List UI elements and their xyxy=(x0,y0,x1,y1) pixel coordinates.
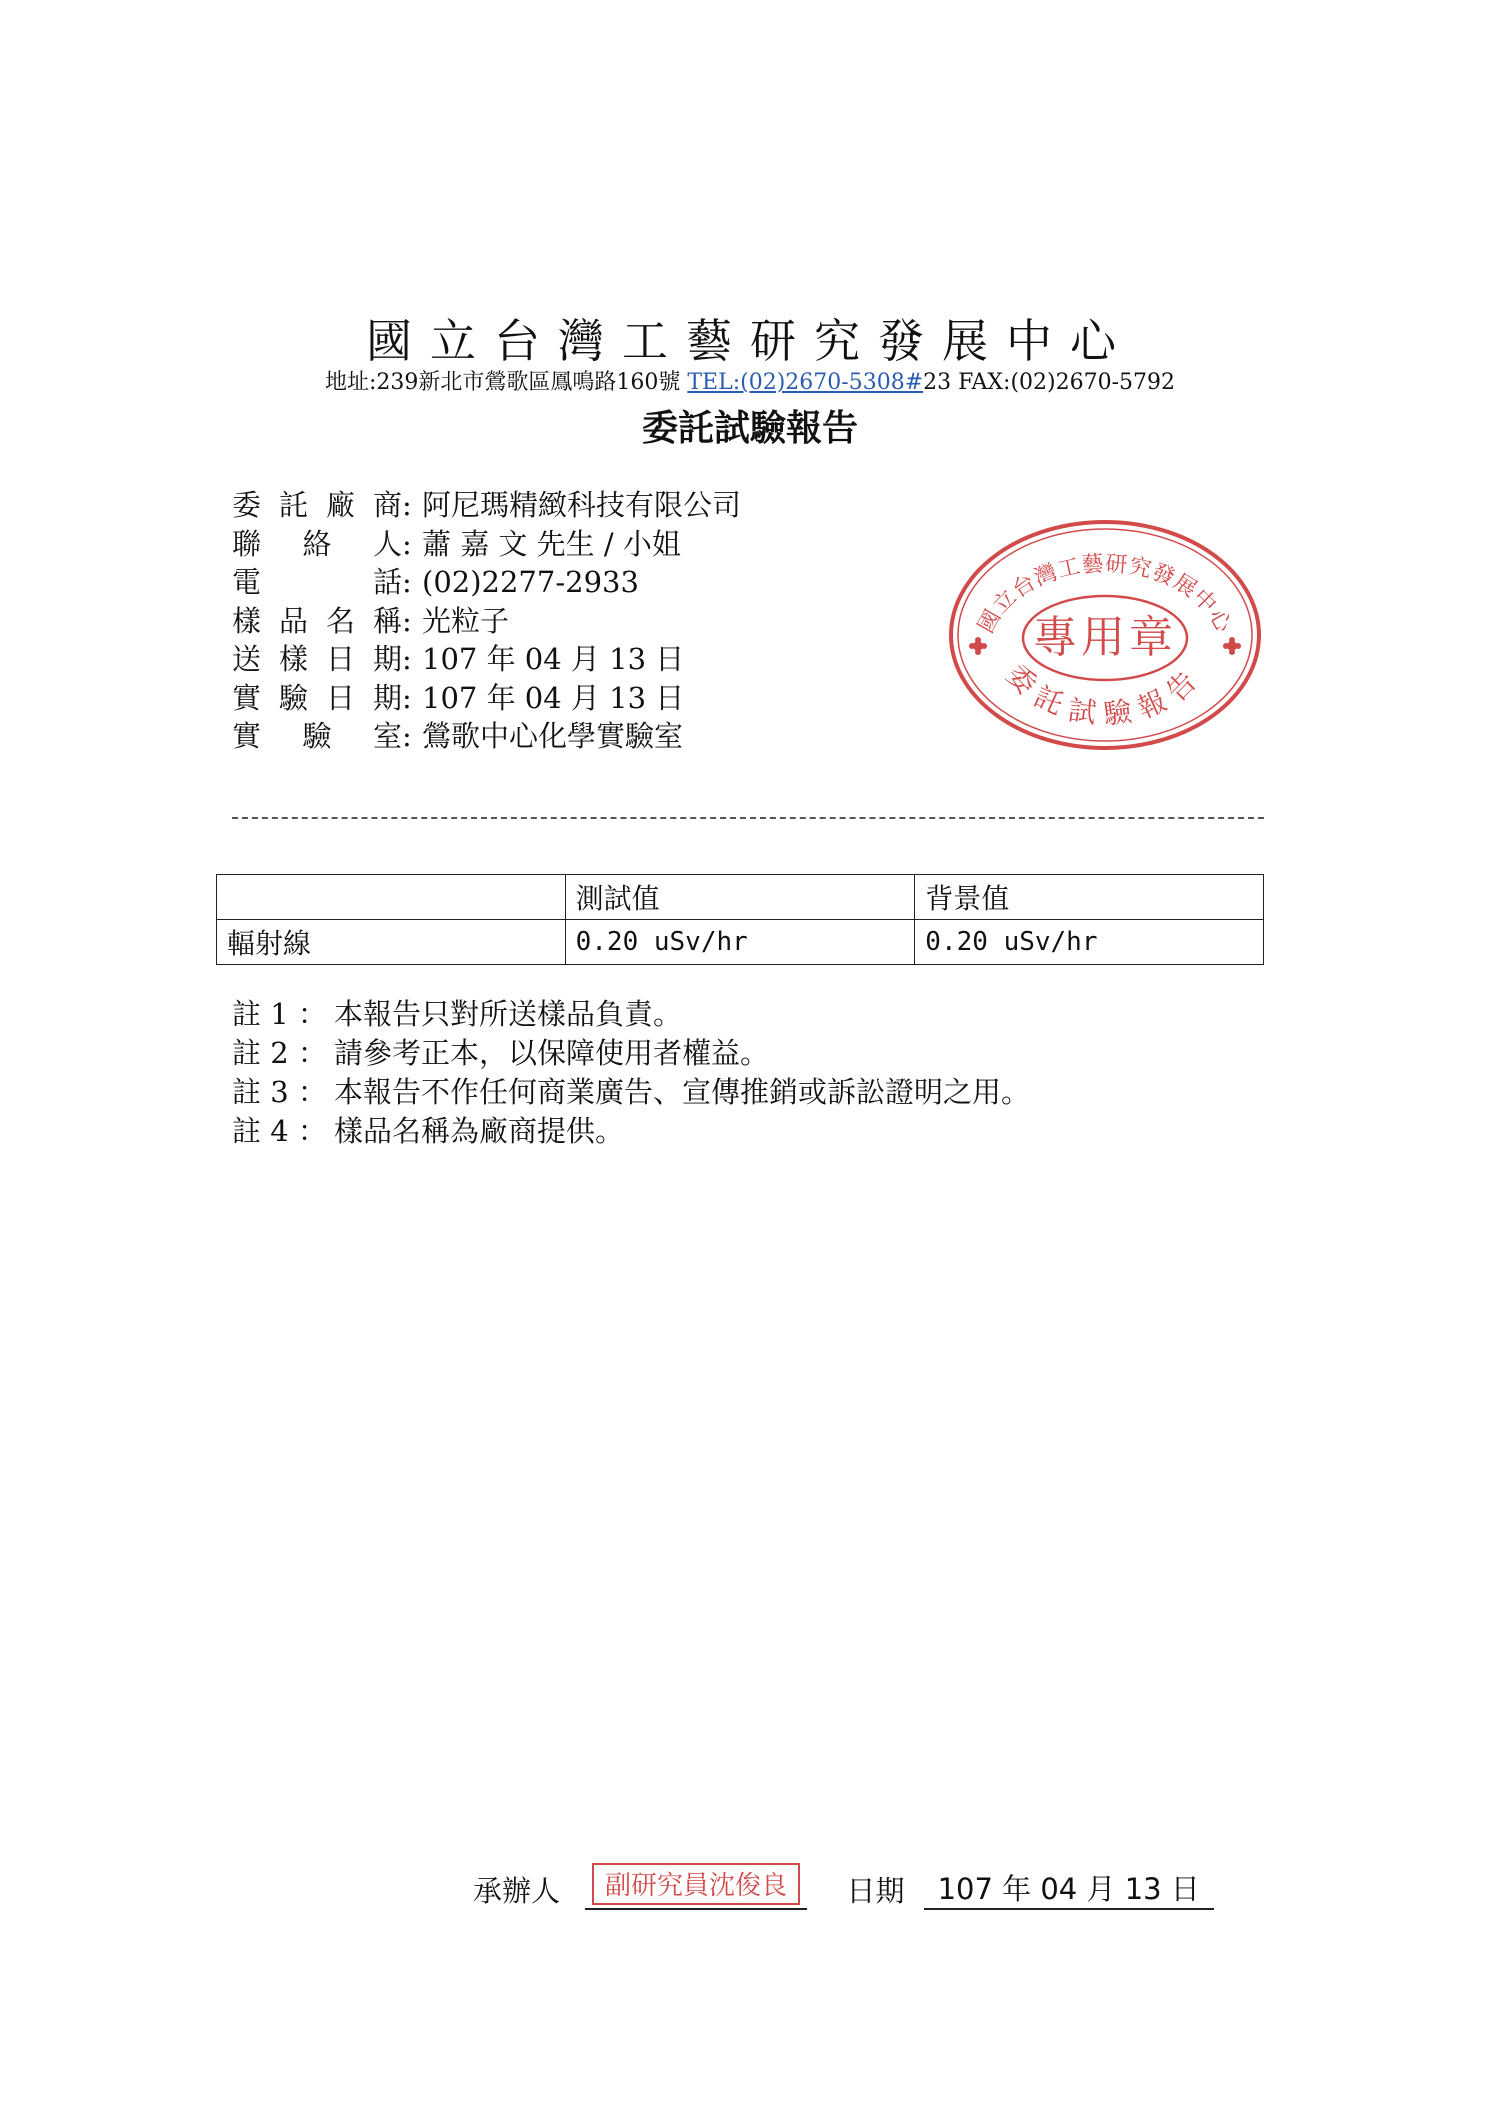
info-row xyxy=(232,525,741,564)
info-label-char: 樣 xyxy=(232,603,262,638)
note-item xyxy=(232,1034,1030,1073)
info-label-char: 驗 xyxy=(278,680,308,715)
info-label-char: 實 xyxy=(232,719,262,753)
info-label xyxy=(232,563,402,602)
info-colon: : xyxy=(402,642,412,676)
table-cell-item: 輻射線 xyxy=(217,920,566,965)
info-value: 光粒子 xyxy=(422,603,510,638)
contact-line xyxy=(0,365,1500,396)
info-label-char: 送 xyxy=(232,642,262,676)
info-colon: : xyxy=(402,526,412,561)
organization-name: 國立台灣工藝研究發展中心 xyxy=(366,314,1134,368)
stamp-bottom-text: 委託試驗報告 xyxy=(999,657,1211,732)
report-info-block xyxy=(232,486,741,756)
info-row xyxy=(232,563,741,602)
info-label-char: 商 xyxy=(372,488,402,522)
telephone-extension: 23 xyxy=(923,370,952,395)
info-label-char: 名 xyxy=(325,603,355,638)
info-label xyxy=(232,640,402,679)
info-colon: : xyxy=(402,719,412,753)
info-colon: : xyxy=(402,565,412,599)
notes-block xyxy=(232,995,1030,1151)
official-stamp xyxy=(948,518,1262,752)
info-label-char: 驗 xyxy=(302,719,332,753)
note-text: 本報告不作任何商業廣告、宣傳推銷或訴訟證明之用。 xyxy=(334,1075,1031,1109)
info-label xyxy=(232,679,402,718)
date-label: 日期 xyxy=(846,1874,905,1908)
table-row xyxy=(217,920,1264,965)
info-label-char: 人 xyxy=(372,526,402,561)
note-text: 樣品名稱為廠商提供。 xyxy=(334,1114,625,1148)
note-item xyxy=(232,1073,1030,1112)
table-header-cell: 背景值 xyxy=(915,875,1264,920)
handler-seal-text: 副研究員沈俊良 xyxy=(605,1871,788,1901)
info-label-char: 電 xyxy=(232,565,262,599)
note-text: 請參考正本，以保障使用者權益。 xyxy=(334,1036,770,1070)
info-label-char: 日 xyxy=(325,642,355,676)
info-label xyxy=(232,525,402,564)
report-title: 委託試驗報告 xyxy=(641,408,858,449)
info-value: 鶯歌中心化學實驗室 xyxy=(422,719,684,753)
results-table xyxy=(216,874,1264,965)
stamp-center-text: 專用章 xyxy=(1033,612,1177,663)
info-row xyxy=(232,640,741,679)
stamp-top-text: 國立台灣工藝研究發展中心 xyxy=(973,551,1237,638)
telephone-link[interactable]: TEL:(02)2670-5308# xyxy=(687,370,924,395)
note-label: 註 1 ： xyxy=(232,997,327,1031)
address-text: 地址:239新北市鶯歌區鳳鳴路160號 xyxy=(324,370,681,395)
handler-signature-line xyxy=(585,1860,807,1910)
info-value: 阿尼瑪精緻科技有限公司 xyxy=(422,488,742,522)
info-label-char: 樣 xyxy=(278,642,308,676)
info-label-char: 品 xyxy=(278,603,308,638)
info-label-char: 實 xyxy=(232,680,262,715)
info-label-char: 託 xyxy=(278,488,308,522)
info-label-char: 廠 xyxy=(325,488,355,522)
note-label: 註 3 ： xyxy=(232,1075,327,1109)
note-item xyxy=(232,995,1030,1034)
note-item xyxy=(232,1112,1030,1151)
table-header-cell: 測試值 xyxy=(565,875,915,920)
info-label xyxy=(232,486,402,525)
info-label-char: 委 xyxy=(232,488,262,522)
note-text: 本報告只對所送樣品負責。 xyxy=(334,997,683,1031)
section-divider xyxy=(232,817,1264,819)
handler-seal xyxy=(585,1860,807,1908)
info-label-char: 話 xyxy=(372,565,402,599)
info-label-char: 稱 xyxy=(372,603,402,638)
table-header-row xyxy=(217,875,1264,920)
info-label xyxy=(232,602,402,641)
info-value: 107 年 04 月 13 日 xyxy=(422,680,685,715)
info-row xyxy=(232,717,741,756)
info-value: 107 年 04 月 13 日 xyxy=(422,642,685,676)
info-value: 蕭 嘉 文 先生 / 小姐 xyxy=(422,526,681,561)
note-label: 註 4 ： xyxy=(232,1114,327,1148)
info-label-char: 室 xyxy=(372,719,402,753)
handler-label: 承辦人 xyxy=(473,1874,561,1908)
info-row xyxy=(232,486,741,525)
info-colon: : xyxy=(402,488,412,522)
info-label-char: 日 xyxy=(325,680,355,715)
sign-date-value: 107 年 04 月 13 日 xyxy=(924,1867,1214,1910)
info-label-char: 期 xyxy=(372,680,402,715)
info-value: (02)2277-2933 xyxy=(422,565,639,599)
info-label-char: 絡 xyxy=(302,526,332,561)
info-label xyxy=(232,717,402,756)
info-label-char: 期 xyxy=(372,642,402,676)
note-label: 註 2 ： xyxy=(232,1036,327,1070)
info-row xyxy=(232,679,741,718)
info-colon: : xyxy=(402,603,412,638)
signature-area xyxy=(473,1860,1214,1910)
table-cell-test-value: 0.20 uSv/hr xyxy=(565,920,915,965)
table-cell-background-value: 0.20 uSv/hr xyxy=(915,920,1264,965)
info-colon: : xyxy=(402,680,412,715)
info-row xyxy=(232,602,741,641)
info-label-char: 聯 xyxy=(232,526,262,561)
table-header-cell xyxy=(217,875,566,920)
fax-text: FAX:(02)2670-5792 xyxy=(958,370,1176,395)
